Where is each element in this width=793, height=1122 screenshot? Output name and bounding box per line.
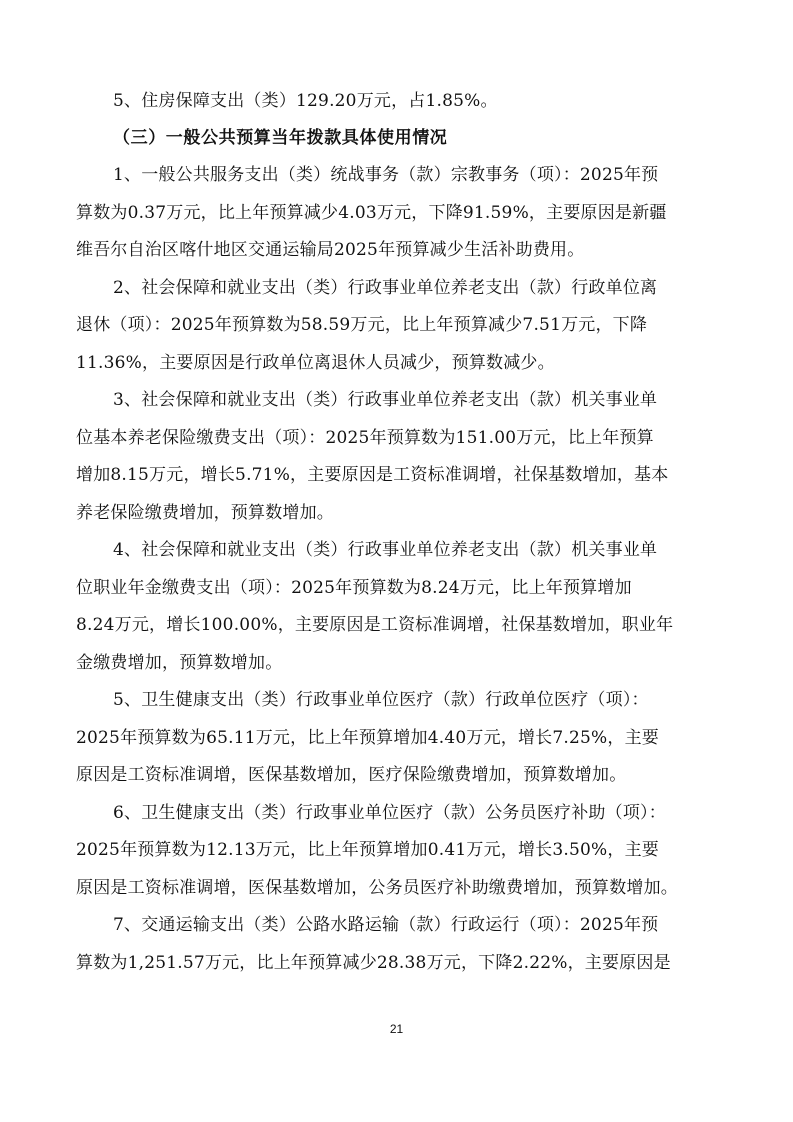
text-line: 算数为0.37万元，比上年预算减少4.03万元，下降91.59%，主要原因是新疆 <box>76 203 667 223</box>
text-line: 位职业年金缴费支出（项）：2025年预算数为8.24万元，比上年预算增加 <box>76 578 632 598</box>
text-line: 金缴费增加，预算数增加。 <box>76 653 283 673</box>
text-line: 7、交通运输支出（类）公路水路运输（款）行政运行（项）：2025年预 <box>113 915 659 935</box>
text-line: 维吾尔自治区喀什地区交通运输局2025年预算减少生活补助费用。 <box>76 240 585 260</box>
text-line: 2025年预算数为12.13万元，比上年预算增加0.41万元，增长3.50%，主要 <box>76 840 659 860</box>
page-number: 21 <box>389 1022 404 1036</box>
section-heading: （三）一般公共预算当年拨款具体使用情况 <box>113 128 448 148</box>
text-line: 2025年预算数为65.11万元，比上年预算增加4.40万元，增长7.25%，主要 <box>76 728 659 748</box>
text-line: 2、社会保障和就业支出（类）行政事业单位养老支出（款）行政单位离 <box>113 278 658 298</box>
text-line: 退休（项）：2025年预算数为58.59万元，比上年预算减少7.51万元，下降 <box>76 315 648 335</box>
text-line: 5、住房保障支出（类）129.20万元，占1.85%。 <box>113 91 498 111</box>
text-line: 4、社会保障和就业支出（类）行政事业单位养老支出（款）机关事业单 <box>113 540 658 560</box>
text-line: 3、社会保障和就业支出（类）行政事业单位养老支出（款）机关事业单 <box>113 390 658 410</box>
text-line: 原因是工资标准调增，医保基数增加，公务员医疗补助缴费增加，预算数增加。 <box>76 878 678 898</box>
text-line: 5、卫生健康支出（类）行政事业单位医疗（款）行政单位医疗（项）： <box>113 690 649 710</box>
text-line: 位基本养老保险缴费支出（项）：2025年预算数为151.00万元，比上年预算 <box>76 428 654 448</box>
text-line: 6、卫生健康支出（类）行政事业单位医疗（款）公务员医疗补助（项）： <box>113 803 666 823</box>
text-line: 8.24万元，增长100.00%，主要原因是工资标准调增，社保基数增加，职业年 <box>76 615 674 635</box>
text-line: 养老保险缴费增加，预算数增加。 <box>76 503 334 523</box>
text-line: 11.36%，主要原因是行政单位离退休人员减少，预算数减少。 <box>76 353 555 373</box>
text-line: 增加8.15万元，增长5.71%，主要原因是工资标准调增，社保基数增加，基本 <box>76 465 669 485</box>
text-line: 原因是工资标准调增，医保基数增加，医疗保险缴费增加，预算数增加。 <box>76 765 627 785</box>
text-line: 1、一般公共服务支出（类）统战事务（款）宗教事务（项）：2025年预 <box>113 165 659 185</box>
text-line: 算数为1,251.57万元，比上年预算减少28.38万元，下降2.22%，主要原因是 <box>76 953 671 973</box>
